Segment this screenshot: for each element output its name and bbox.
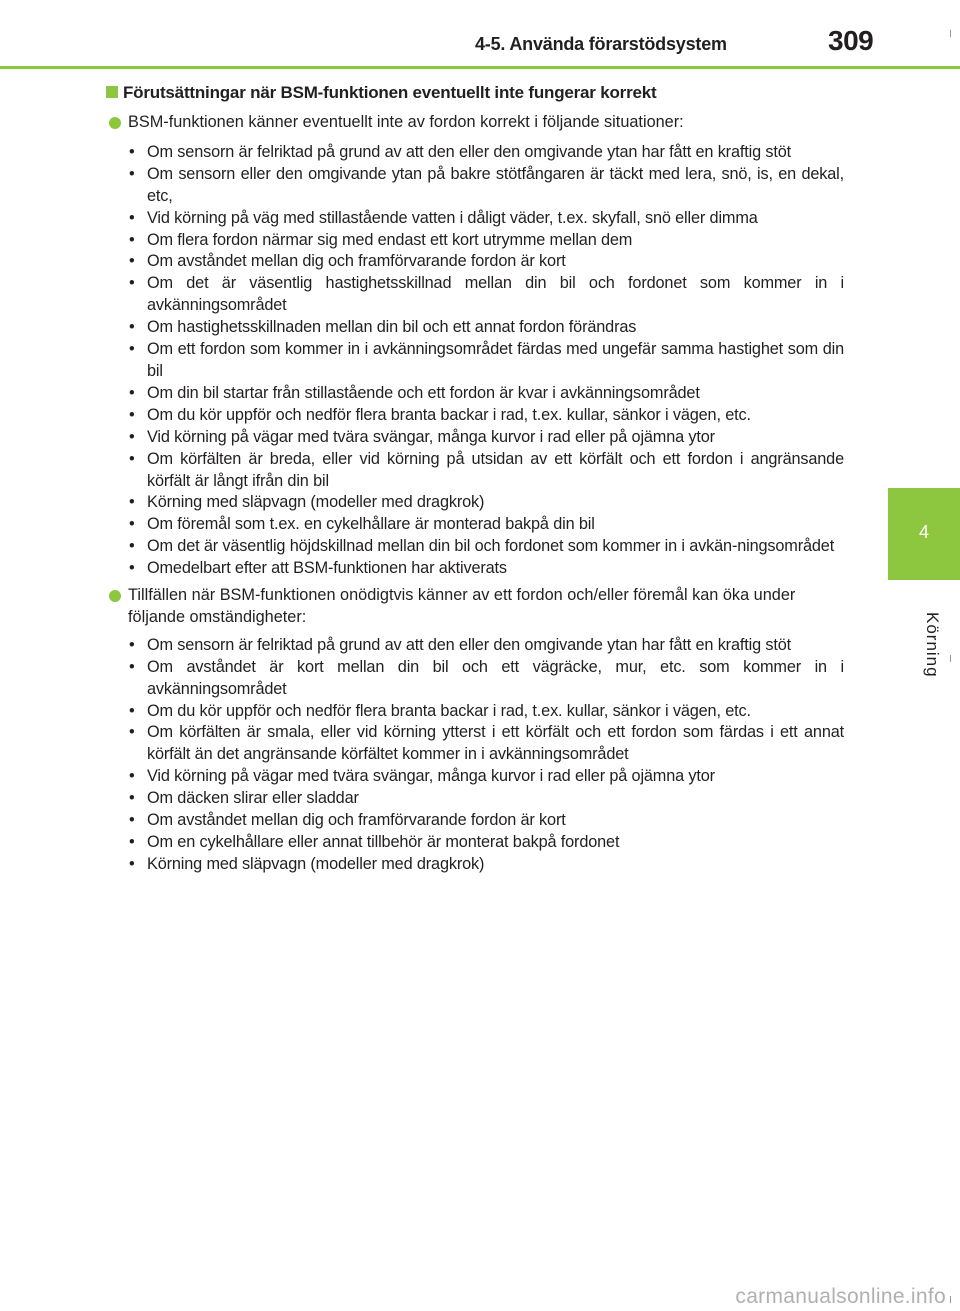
list-item xyxy=(106,635,844,657)
chapter-number: 4 xyxy=(918,522,929,542)
list-item xyxy=(106,449,844,493)
condition-group-text: BSM-funktionen känner eventuellt inte av fordon korrekt i följande situationer: xyxy=(128,113,684,131)
list-item xyxy=(106,701,844,723)
list-item-text: Vid körning på vägar med tvära svängar, många kurvor i rad eller på ojämna ytor xyxy=(147,767,715,786)
chapter-tab xyxy=(888,488,960,580)
list-item xyxy=(106,854,844,876)
list-item xyxy=(106,251,844,273)
list-item xyxy=(106,383,844,405)
list-item-text: Om körfälten är breda, eller vid körning på utsidan av ett körfält och ett fordon i angränsande körfält är långt ifrån din bil xyxy=(147,449,844,490)
bullet-icon: • xyxy=(129,701,135,720)
list-item-text: Om flera fordon närmar sig med endast ett kort utrymme mellan dem xyxy=(147,230,633,249)
list-item xyxy=(106,273,844,317)
bullet-icon: • xyxy=(129,230,135,249)
condition-list xyxy=(106,635,844,876)
bullet-icon: • xyxy=(129,427,135,446)
crop-mark xyxy=(950,655,951,662)
list-item xyxy=(106,164,844,208)
list-item-text: Om sensorn är felriktad på grund av att den eller den omgivande ytan har fått en kraftig stöt xyxy=(147,635,791,654)
list-item xyxy=(106,766,844,788)
list-item xyxy=(106,317,844,339)
list-item-text: Om körfälten är smala, eller vid körning ytterst i ett körfält och ett fordon som färdas i ett annat körfält än det angränsande körfältet kommer in i avkänningsområdet xyxy=(147,723,844,764)
bullet-icon: • xyxy=(129,449,135,468)
header-rule xyxy=(0,66,960,69)
condition-list xyxy=(106,142,844,580)
section-title: 4-5. Använda förarstödsystem xyxy=(475,34,727,54)
condition-group-intro xyxy=(106,112,844,134)
list-item-text: Om sensorn eller den omgivande ytan på bakre stötfångaren är täckt med lera, snö, is, en dekal, etc, xyxy=(147,164,844,205)
page-content xyxy=(106,82,844,876)
list-item xyxy=(106,405,844,427)
list-item xyxy=(106,339,844,383)
crop-mark xyxy=(950,1296,951,1303)
list-item-text: Körning med släpvagn (modeller med dragkrok) xyxy=(147,854,485,873)
list-item xyxy=(106,788,844,810)
list-item-text: Vid körning på vägar med tvära svängar, många kurvor i rad eller på ojämna ytor xyxy=(147,427,715,446)
bullet-icon: • xyxy=(129,559,135,578)
list-item xyxy=(106,208,844,230)
bullet-icon: • xyxy=(129,854,135,873)
list-item-text: Om avståndet mellan dig och framförvarande fordon är kort xyxy=(147,811,566,830)
condition-group-text: Tillfällen när BSM-funktionen onödigtvis känner av ett fordon och/eller föremål kan öka under följande omständigheter: xyxy=(128,586,796,626)
list-item-text: Omedelbart efter att BSM-funktionen har aktiverats xyxy=(147,559,507,578)
bullet-icon: • xyxy=(129,164,135,183)
list-item-text: Om ett fordon som kommer in i avkänningsområdet färdas med ungefär samma hastighet som din bil xyxy=(147,340,844,380)
chapter-label: Körning xyxy=(923,612,942,678)
circle-bullet-icon xyxy=(109,590,121,602)
list-item xyxy=(106,810,844,832)
bullet-icon: • xyxy=(129,274,135,293)
list-item xyxy=(106,492,844,514)
square-icon xyxy=(106,86,118,98)
circle-bullet-icon xyxy=(109,117,121,129)
bullet-icon: • xyxy=(129,493,135,512)
list-item xyxy=(106,558,844,580)
bullet-icon: • xyxy=(129,208,135,227)
list-item-text: Om sensorn är felriktad på grund av att den eller den omgivande ytan har fått en kraftig stöt xyxy=(147,142,791,161)
list-item-text: Om avståndet mellan dig och framförvarande fordon är kort xyxy=(147,252,566,271)
bullet-icon: • xyxy=(129,811,135,830)
bullet-icon: • xyxy=(129,789,135,808)
page-number: 309 xyxy=(828,25,874,56)
crop-mark xyxy=(950,30,951,37)
bullet-icon: • xyxy=(129,635,135,654)
bullet-icon: • xyxy=(129,252,135,271)
condition-group-intro xyxy=(106,585,844,629)
list-item-text: Om din bil startar från stillastående och ett fordon är kvar i avkänningsområdet xyxy=(147,383,700,402)
list-item-text: Om däcken slirar eller sladdar xyxy=(147,789,359,808)
list-item xyxy=(106,722,844,766)
list-item xyxy=(106,657,844,701)
bullet-icon: • xyxy=(129,537,135,556)
bullet-icon: • xyxy=(129,340,135,359)
list-item-text: Om det är väsentlig hastighetsskillnad mellan din bil och fordonet som kommer in i avkänningsområdet xyxy=(147,274,844,315)
bullet-icon: • xyxy=(129,318,135,337)
list-item-text: Om en cykelhållare eller annat tillbehör är monterat bakpå fordonet xyxy=(147,833,620,851)
list-item xyxy=(106,230,844,252)
list-item xyxy=(106,142,844,164)
bullet-icon: • xyxy=(129,142,135,161)
bullet-icon: • xyxy=(129,723,135,742)
list-item-text: Om det är väsentlig höjdskillnad mellan din bil och fordonet som kommer in i avkän-ningsområdet xyxy=(147,537,835,556)
list-item-text: Om du kör uppför och nedför flera branta backar i rad, t.ex. kullar, sänkor i vägen, etc. xyxy=(147,405,751,424)
list-item-text: Om föremål som t.ex. en cykelhållare är monterad bakpå din bil xyxy=(147,515,595,534)
bullet-icon: • xyxy=(129,383,135,402)
list-item-text: Om hastighetsskillnaden mellan din bil och ett annat fordon förändras xyxy=(147,318,637,337)
bullet-icon: • xyxy=(129,833,135,851)
bullet-icon: • xyxy=(129,767,135,786)
list-item xyxy=(106,536,844,558)
list-item xyxy=(106,514,844,536)
section-heading xyxy=(106,82,844,104)
list-item xyxy=(106,427,844,449)
watermark: carmanualsonline.info xyxy=(735,1285,946,1308)
section-heading-text: Förutsättningar när BSM-funktionen eventuellt inte fungerar korrekt xyxy=(123,83,657,102)
list-item-text: Körning med släpvagn (modeller med dragkrok) xyxy=(147,493,485,512)
list-item-text: Om avståndet är kort mellan din bil och ett vägräcke, mur, etc. som kommer in i avkänningsområdet xyxy=(147,657,844,698)
bullet-icon: • xyxy=(129,405,135,424)
list-item-text: Om du kör uppför och nedför flera branta backar i rad, t.ex. kullar, sänkor i vägen, etc. xyxy=(147,701,751,720)
list-item-text: Vid körning på väg med stillastående vatten i dåligt väder, t.ex. skyfall, snö eller dimma xyxy=(147,208,758,227)
bullet-icon: • xyxy=(129,515,135,534)
bullet-icon: • xyxy=(129,657,135,676)
list-item xyxy=(106,832,844,854)
